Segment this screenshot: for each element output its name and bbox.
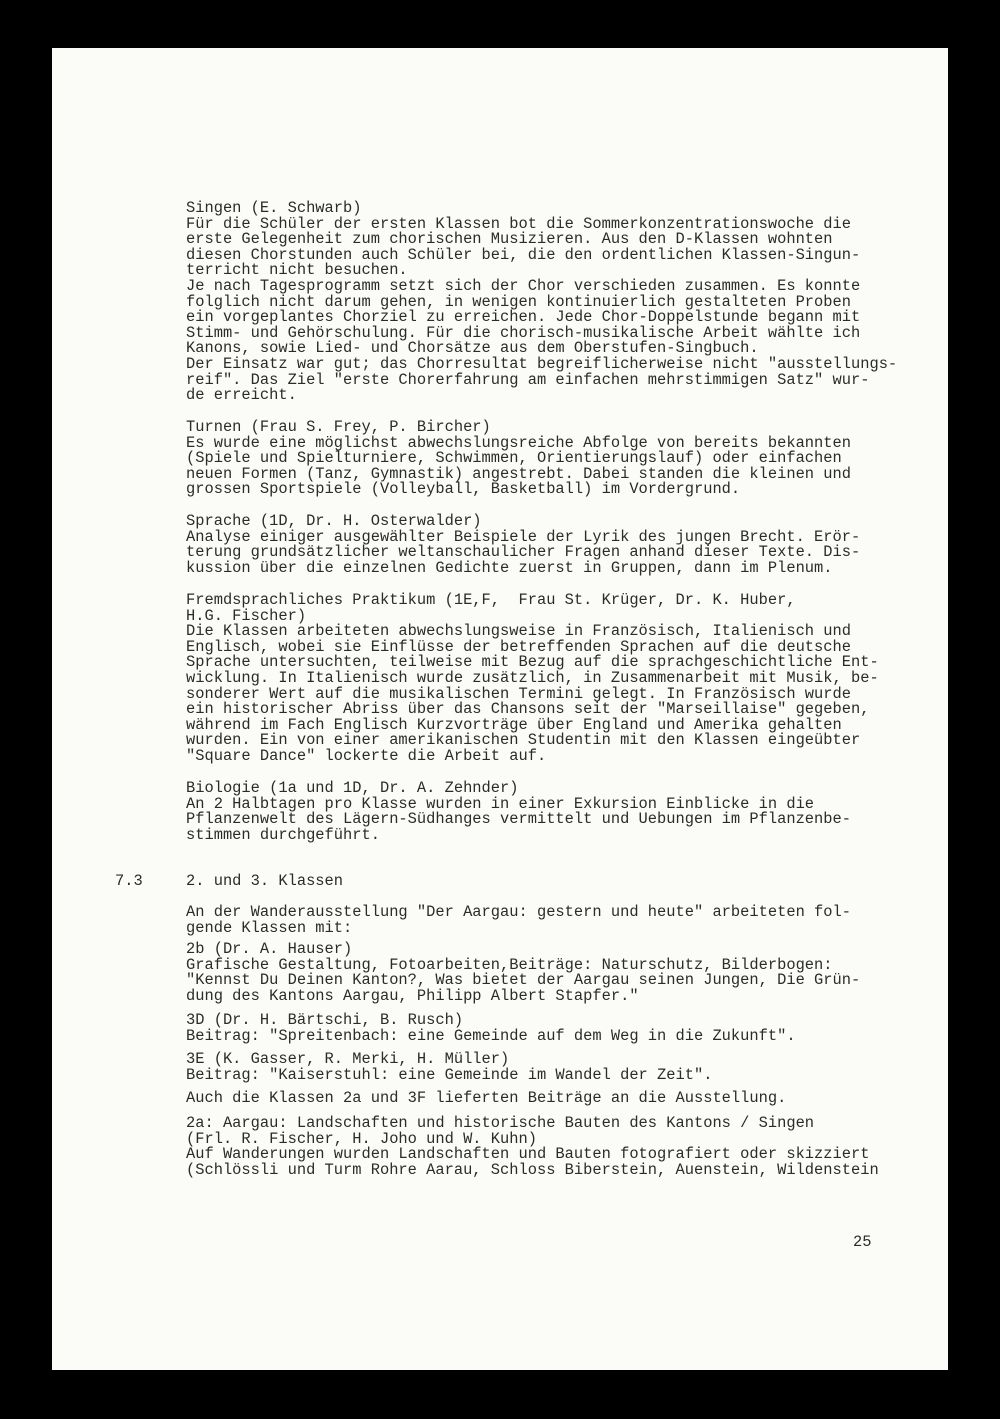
entry-title: 3D (Dr. H. Bärtschi, B. Rusch) (186, 1011, 464, 1029)
text-line: Beitrag: "Spreitenbach: eine Gemeinde auf dem Weg in die Zukunft". (186, 1026, 796, 1045)
text-line: Grafische Gestaltung, Fotoarbeiten,Beiträge: Naturschutz, Bilderbogen: (186, 955, 833, 974)
text-line: An 2 Halbtagen pro Klasse wurden in einer Exkursion Einblicke in die (186, 794, 815, 813)
text-line: "Square Dance" lockerte die Arbeit auf. (186, 746, 547, 765)
entry-klasse-2b (186, 942, 926, 1004)
text-line: kussion über die einzelnen Gedichte zuerst in Gruppen, dann im Plenum. (186, 558, 833, 577)
text-line: Auf Wanderungen wurden Landschaften und Bauten fotografiert oder skizziert (186, 1145, 870, 1164)
page-number: 25 (853, 1233, 872, 1251)
text-line: ein vorgeplantes Chorziel zu erreichen. Jede Chor-Doppelstunde begann mit (186, 308, 861, 327)
text-line: Je nach Tagesprogramm setzt sich der Chor verschieden zusammen. Es konnte (186, 276, 861, 295)
entry-klasse-3d (186, 1013, 926, 1044)
text-line: Beitrag: "Kaiserstuhl: eine Gemeinde im Wandel der Zeit". (186, 1065, 713, 1084)
text-line: (Schlössli und Turm Rohre Aarau, Schloss Biberstein, Auenstein, Wildenstein (186, 1160, 879, 1179)
text-line: gende Klassen mit: (186, 918, 353, 937)
text-line: Stimm- und Gehörschulung. Für die chorisch-musikalische Arbeit wählte ich (186, 323, 861, 342)
section-singen (186, 201, 926, 404)
text-line: Für die Schüler der ersten Klassen bot die Sommerkonzentrationswoche die (186, 214, 851, 233)
text-line: dung des Kantons Aargau, Philipp Albert Stapfer." (186, 986, 639, 1005)
text-line: reif". Das Ziel "erste Chorerfahrung am einfachen mehrstimmigen Satz" wur- (186, 370, 870, 389)
section-sprache (186, 514, 926, 576)
section-fremdsprachen (186, 593, 926, 765)
text-line: (Frl. R. Fischer, H. Joho und W. Kuhn) (186, 1129, 537, 1148)
text-line: wicklung. In Italienisch wurde zusätzlich, in Zusammenarbeit mit Musik, be- (186, 668, 879, 687)
document-page (52, 48, 948, 1370)
section-heading (186, 874, 926, 890)
entry-title: 2a: Aargau: Landschaften und historische Bauten des Kantons / Singen (186, 1114, 815, 1132)
text-line: Der Einsatz war gut; das Chorresultat begreiflicherweise nicht "ausstellungs- (186, 354, 898, 373)
text-line: neuen Formen (Tanz, Gymnastik) angestrebt. Dabei standen die kleinen und (186, 464, 851, 483)
text-line: Die Klassen arbeiteten abwechslungsweise in Französisch, Italienisch und (186, 622, 851, 641)
text-line: Es wurde eine möglichst abwechslungsreiche Abfolge von bereits bekannten (186, 433, 851, 452)
text-line: folglich nicht darum gehen, in wenigen kontinuierlich gestalteten Proben (186, 292, 851, 311)
text-line: ein historischer Abriss über das Chansons seit der "Marseillaise" gegeben, (186, 700, 870, 719)
section-title: Turnen (Frau S. Frey, P. Bircher) (186, 418, 491, 436)
text-line: Analyse einiger ausgewählter Beispiele der Lyrik des jungen Brecht. Erör- (186, 527, 861, 546)
text-line: während im Fach Englisch Kurzvorträge über England und Amerika gehalten (186, 715, 842, 734)
section-title: Sprache (1D, Dr. H. Osterwalder) (186, 512, 482, 530)
text-line: (Spiele und Spielturniere, Schwimmen, Orientierungslauf) oder einfachen (186, 449, 842, 468)
section-turnen (186, 420, 926, 498)
text-line: diesen Chorstunden auch Schüler bei, die den ordentlichen Klassen-Singun- (186, 245, 861, 264)
section-title: Biologie (1a und 1D, Dr. A. Zehnder) (186, 779, 519, 797)
section-number: 7.3 (115, 872, 143, 890)
text-line: wurden. Ein von einer amerikanischen Studentin mit den Klassen eingeübter (186, 731, 861, 750)
text-line: grossen Sportspiele (Volleyball, Basketball) im Vordergrund. (186, 480, 741, 499)
text-line: Pflanzenwelt des Lägern-Südhanges vermittelt und Uebungen im Pflanzenbe- (186, 810, 851, 829)
text-line: sonderer Wert auf die musikalischen Termini gelegt. In Französisch wurde (186, 684, 851, 703)
entry-klasse-3e (186, 1052, 926, 1083)
text-line: erste Gelegenheit zum chorischen Musizieren. Aus den D-Klassen wohnten (186, 230, 833, 249)
text-line: An der Wanderausstellung "Der Aargau: gestern und heute" arbeiteten fol- (186, 903, 851, 921)
text-line: Englisch, wobei sie Einflüsse der betreffenden Sprachen auf die deutsche (186, 637, 851, 656)
text-line: Kanons, sowie Lied- und Chorsätze aus dem Oberstufen-Singbuch. (186, 339, 759, 358)
paragraph-klassen-2a-3f (186, 1091, 926, 1107)
text-line: de erreicht. (186, 386, 297, 405)
text-line: Auch die Klassen 2a und 3F lieferten Beiträge an die Ausstellung. (186, 1089, 787, 1107)
text-line: "Kennst Du Deinen Kanton?, Was bietet der Aargau seinen Jungen, Die Grün- (186, 971, 861, 990)
entry-title: 2b (Dr. A. Hauser) (186, 940, 353, 958)
section-biologie (186, 781, 926, 843)
text-line: terricht nicht besuchen. (186, 261, 408, 280)
entry-klasse-2a (186, 1116, 926, 1178)
text-line: H.G. Fischer) (186, 606, 307, 625)
text-line: stimmen durchgeführt. (186, 825, 380, 844)
section-title: Fremdsprachliches Praktikum (1E,F, Frau St. Krüger, Dr. K. Huber, (186, 591, 796, 609)
paragraph-wanderausstellung (186, 905, 926, 936)
text-line: terung grundsätzlicher weltanschaulicher Fragen anhand dieser Texte. Dis- (186, 543, 861, 562)
document-body (52, 48, 948, 1370)
section-title: Singen (E. Schwarb) (186, 199, 362, 217)
text-line: Sprache untersuchten, teilweise mit Bezug auf die sprachgeschichtliche Ent- (186, 653, 879, 672)
section-heading-text: 2. und 3. Klassen (186, 872, 344, 890)
entry-title: 3E (K. Gasser, R. Merki, H. Müller) (186, 1050, 510, 1068)
